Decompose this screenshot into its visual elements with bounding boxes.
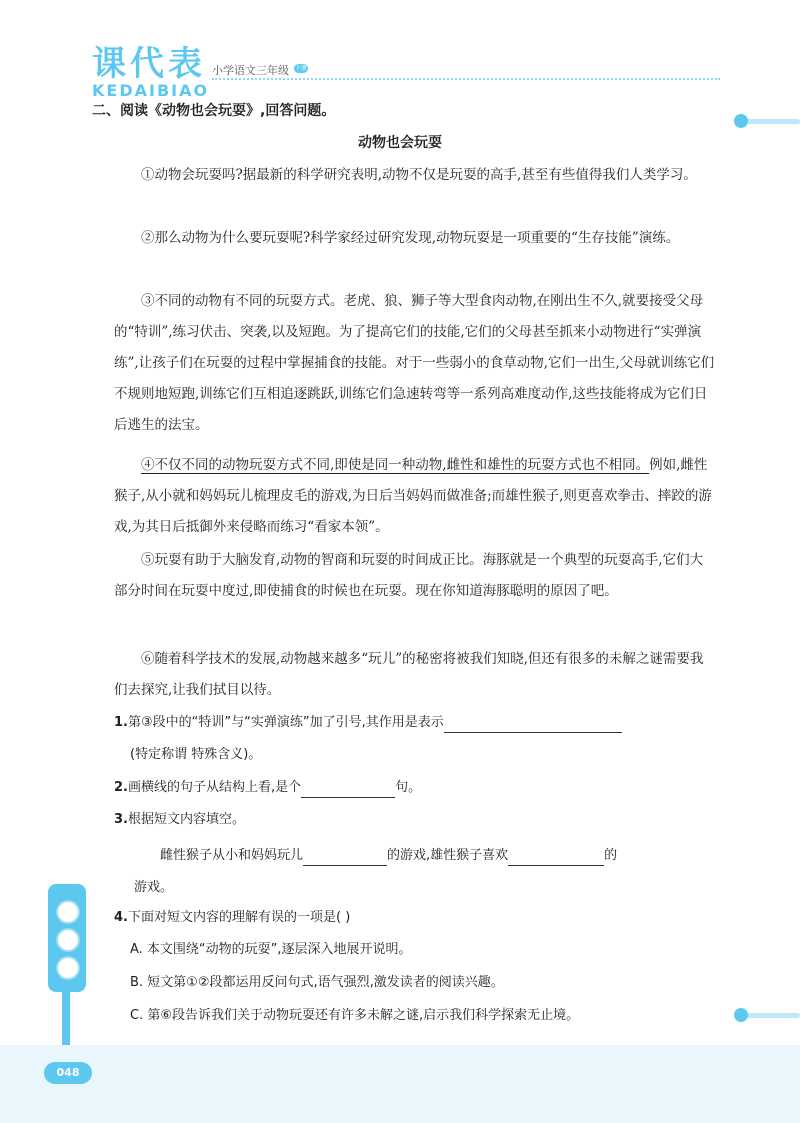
option-b[interactable]: B. 短文第①②段都运用反问句式,语气强烈,激发读者的阅读兴趣。 [130,975,504,990]
question-3-fill [160,846,617,866]
question-2 [114,778,421,798]
page-number: 048 [44,1062,92,1084]
question-3-tail: 游戏。 [134,880,174,895]
traffic-light-lamp [56,928,80,952]
option-a[interactable]: A. 本文围绕“动物的玩耍”,逐层深入地展开说明。 [130,942,412,957]
question-number: 4. [114,910,128,925]
paragraph-6: ⑥随着科学技术的发展,动物越来越多“玩儿”的秘密将被我们知晓,但还有很多的未解之谜需要我们去探究,让我们拭目以待。 [114,651,704,698]
answer-blank[interactable] [301,783,395,798]
grade-badge: 下册 [294,65,307,72]
question-text: 第③段中的“特训”与“实弹演练”加了引号,其作用是表示 [127,715,444,730]
brand-title: 课代表 [92,44,206,84]
brand-subtitle: KEDAIBIAO [92,81,210,100]
question-4 [114,908,350,928]
paragraph-4 [114,450,714,543]
paragraph-4-rest: 例如,雌性猴子,从小就和妈妈玩儿梳理皮毛的游戏,为日后当妈妈而做准备;而雄性猴子,则更喜欢拳击、摔跤的游戏,为其日后抵御外来侵略而练习“看家本领”。 [114,457,712,535]
answer-blank[interactable] [508,851,604,866]
edge-dot-top [734,114,748,128]
question-number: 1. [114,715,128,730]
question-text: 画横线的句子从结构上看,是个 [127,780,302,795]
answer-blank[interactable] [303,851,387,866]
traffic-light-pole [62,990,70,1046]
footer-band [0,1045,800,1123]
question-3 [114,810,245,830]
edge-decoration-top [742,119,800,124]
paragraph-3: ③不同的动物有不同的玩耍方式。老虎、狼、狮子等大型食肉动物,在刚出生不久,就要接受父母的“特训”,练习伏击、突袭,以及短跑。为了提高它们的技能,它们的父母甚至抓来小动物进行“实弹演练”,让孩子们在玩耍的过程中掌握捕食的技能。对于一些弱小的食草动物,它们一出生,父母就训练它们不规则地短跑,训练它们互相追逐跳跃,训练它们急速转弯等一系列高难度动作,这些技能将成为它们日后逃生的法宝。 [114,293,715,433]
option-c[interactable]: C. 第⑥段告诉我们关于动物玩耍还有许多未解之谜,启示我们科学探索无止境。 [130,1008,580,1023]
answer-blank[interactable] [444,718,622,733]
question-number: 2. [114,780,128,795]
paragraph-5: ⑤玩耍有助于大脑发育,动物的智商和玩耍的时间成正比。海豚就是一个典型的玩耍高手,它们大部分时间在玩耍中度过,即使捕食的时候也在玩耍。现在你知道海豚聪明的原因了吧。 [114,552,704,599]
traffic-light-lamp [56,956,80,980]
edge-dot-bottom [734,1008,748,1022]
fill-text: 的游戏,雄性猴子喜欢 [387,848,509,863]
fill-text: 的 [604,848,618,863]
underlined-sentence: ④不仅不同的动物玩耍方式不同,即使是同一种动物,雌性和雄性的玩耍方式也不相同。 [141,457,650,473]
article-title: 动物也会玩耍 [358,135,442,151]
paragraph-1: ①动物会玩耍吗?据最新的科学研究表明,动物不仅是玩耍的高手,甚至有些值得我们人类学习。 [141,167,697,183]
paragraph-2: ②那么动物为什么要玩耍呢?科学家经过研究发现,动物玩耍是一项重要的“生存技能”演练。 [141,230,680,246]
fill-text: 雌性猴子从小和妈妈玩儿 [160,848,304,863]
question-text-end: 句。 [395,780,422,795]
question-1-hint: (特定称谓 特殊含义)。 [130,747,262,762]
header-divider [212,78,720,80]
question-1 [114,713,622,733]
grade-label: 小学语文三年级 [212,64,289,77]
edge-decoration-bottom [742,1013,800,1018]
question-text: 根据短文内容填空。 [127,812,245,827]
traffic-light-lamp [56,900,80,924]
section-heading: 二、阅读《动物也会玩耍》,回答问题。 [92,103,336,119]
question-number: 3. [114,812,128,827]
question-text: 下面对短文内容的理解有误的一项是( ) [127,910,351,925]
